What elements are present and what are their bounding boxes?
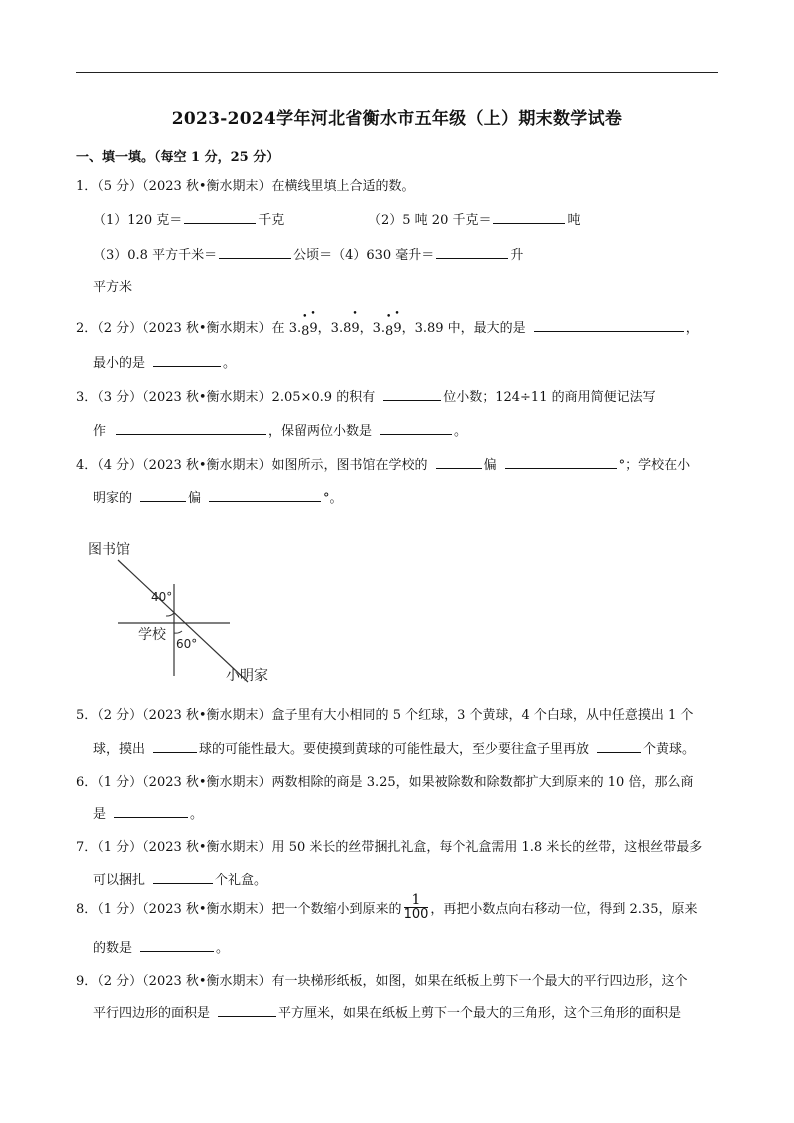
q6-line2-prefix: 是 [93, 807, 107, 822]
q1-p3-unit: 公顷＝ [293, 248, 333, 263]
q1-p4-prefix: （4）630 毫升＝ [332, 248, 435, 263]
q2-mid2: ，3. [359, 321, 386, 336]
q2-end1: ， [685, 321, 699, 336]
q9-line2-suffix: 平方厘米，如果在纸板上剪下一个最大的三角形，这个三角形的面积是 [278, 1006, 682, 1021]
page-title: 2023-2024学年河北省衡水市五年级（上）期末数学试卷 [171, 109, 623, 129]
q8-line1 [76, 892, 698, 924]
q4-mid: 偏 [483, 458, 497, 473]
q5-line2-end: 个黄球。 [643, 742, 696, 757]
q1-p1-blank[interactable] [184, 209, 256, 224]
q6-blank[interactable] [114, 803, 188, 818]
q8-blank[interactable] [140, 937, 214, 952]
q3-blank-digits[interactable] [383, 386, 441, 401]
q4-line2 [93, 487, 343, 506]
q8-prefix: 8．（1 分）（2023 秋•衡水期末）把一个数缩小到原来的 [76, 902, 402, 917]
repeating-digit: • 8 [301, 324, 309, 339]
q7-line1: 7．（1 分）（2023 秋•衡水期末）用 50 米长的丝带捆扎礼盒，每个礼盒需用 1.8 米长的丝带，这根丝带最多 [76, 840, 703, 855]
q7-line2 [93, 869, 267, 888]
q8-line2-end: 。 [216, 941, 230, 956]
q1-stem: 1．（5 分）（2023 秋•衡水期末）在横线里填上合适的数。 [76, 179, 415, 194]
library-label: 图书馆 [88, 542, 130, 558]
top-rule [76, 72, 718, 73]
q3-line2-prefix: 作 [93, 424, 107, 439]
q5-line2 [93, 738, 695, 757]
q2-mid1: ，3.8 [317, 321, 352, 336]
q2-line2 [93, 352, 236, 371]
q5-line1: 5．（2 分）（2023 秋•衡水期末）盒子里有大小相同的 5 个红球，3 个黄球，4 个白球，从中任意摸出 1 个 [76, 708, 694, 723]
q4-line2-prefix: 明家的 [93, 491, 133, 506]
q5-line2-prefix: 球，摸出 [93, 742, 146, 757]
q7-blank[interactable] [153, 869, 213, 884]
q2-line2-prefix: 最小的是 [93, 356, 146, 371]
q4-prefix: 4．（4 分）（2023 秋•衡水期末）如图所示，图书馆在学校的 [76, 458, 428, 473]
q1-p2-unit: 吨 [567, 213, 581, 228]
q1-row1 [93, 209, 284, 228]
q1-row2 [93, 244, 523, 263]
q4-line2-mid: 偏 [188, 491, 202, 506]
q4-line2-end: °。 [323, 491, 343, 506]
q9-line2 [93, 1002, 681, 1021]
q9-line2-prefix: 平行四边形的面积是 [93, 1006, 211, 1021]
q3-line1 [76, 386, 656, 405]
q4-blank-dir4[interactable] [209, 487, 321, 502]
q1-p2-blank[interactable] [493, 209, 565, 224]
q3-line2-end: 。 [454, 424, 468, 439]
fraction-denominator: 100 [403, 907, 429, 922]
q8-line2-prefix: 的数是 [93, 941, 133, 956]
q3-line2-mid: ，保留两位小数是 [268, 424, 373, 439]
repeating-digit: • 9 [309, 321, 317, 336]
q6-line2-end: 。 [190, 807, 204, 822]
fraction [404, 893, 429, 922]
q3-line2 [93, 420, 467, 439]
q1-p1-unit: 千克 [258, 213, 285, 228]
q4-blank-dir1[interactable] [436, 454, 482, 469]
q8-suffix: ，再把小数点向右移动一位，得到 2.35，原来 [430, 902, 698, 917]
home-label: 小明家 [226, 668, 268, 684]
q2-blank-min[interactable] [153, 352, 221, 367]
q5-line2-mid: 球的可能性最大。要使摸到黄球的可能性最大，至少要往盒子里再放 [199, 742, 590, 757]
angle-arc-bottom [174, 631, 182, 633]
q4-suffix: °；学校在小 [618, 458, 691, 473]
q3-prefix: 3．（3 分）（2023 秋•衡水期末）2.05×0.9 的积有 [76, 390, 376, 405]
q3-blank-rounded[interactable] [380, 420, 452, 435]
repeating-digit: • 8 [385, 324, 393, 339]
angle-label-60: 60° [176, 637, 198, 651]
q2-blank-max[interactable] [534, 317, 684, 332]
q4-blank-dir3[interactable] [140, 487, 186, 502]
direction-diagram [88, 540, 288, 690]
q5-blank-count[interactable] [597, 738, 641, 753]
school-label: 学校 [138, 627, 166, 643]
q4-line1 [76, 454, 690, 473]
q1-row1b [368, 209, 581, 228]
q5-blank-color[interactable] [153, 738, 197, 753]
angle-arc-top [166, 613, 174, 616]
q6-line1: 6．（1 分）（2023 秋•衡水期末）两数相除的商是 3.25，如果被除数和除数都扩大到原来的 10 倍，那么商 [76, 775, 694, 790]
q7-line2-end: 个礼盒。 [215, 873, 268, 888]
q3-blank-notation[interactable] [116, 420, 266, 435]
q8-line2 [93, 937, 229, 956]
angle-label-40: 40° [151, 590, 173, 604]
library-home-line [118, 560, 248, 682]
q3-suffix: 位小数；124÷11 的商用简便记法写 [443, 390, 656, 405]
repeating-digit: • 9 [393, 321, 401, 336]
q9-blank-area[interactable] [218, 1002, 276, 1017]
q1-p4-blank[interactable] [436, 244, 508, 259]
q1-p3-prefix: （3）0.8 平方千米＝ [93, 248, 218, 263]
q1-wrap: 平方米 [93, 280, 133, 295]
section-heading: 一、填一填。（每空 1 分，25 分） [76, 150, 280, 165]
q1-p3-blank[interactable] [219, 244, 291, 259]
q2-line1 [76, 317, 699, 339]
q4-blank-dir2[interactable] [505, 454, 617, 469]
q1-p2-prefix: （2）5 吨 20 千克＝ [368, 213, 492, 228]
q2-tail: ，3.89 中，最大的是 [401, 321, 526, 336]
repeating-digit: • 9 [351, 321, 359, 336]
q2-end2: 。 [223, 356, 237, 371]
q1-p4-unit: 升 [510, 248, 524, 263]
q6-line2 [93, 803, 203, 822]
q1-p1-prefix: （1）120 克＝ [93, 213, 183, 228]
q7-line2-prefix: 可以捆扎 [93, 873, 146, 888]
fraction-numerator: 1 [404, 893, 429, 908]
q2-prefix: 2．（2 分）（2023 秋•衡水期末）在 3. [76, 321, 302, 336]
q9-line1: 9．（2 分）（2023 秋•衡水期末）有一块梯形纸板，如图，如果在纸板上剪下一个最大的平行四边形，这个 [76, 974, 688, 989]
